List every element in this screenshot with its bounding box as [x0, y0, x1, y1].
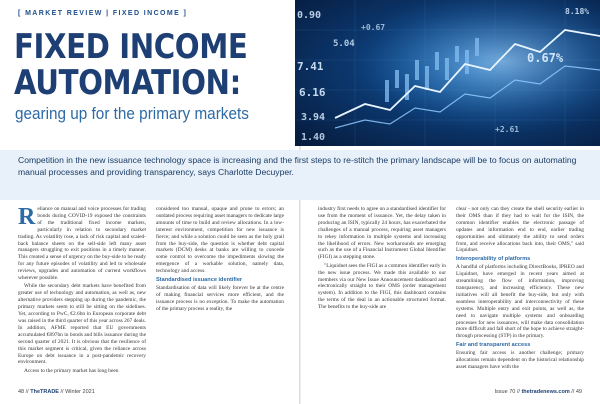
section-heading: Interoperability of platforms [456, 256, 531, 263]
paragraph: While the secondary debt markets have benefited from greater use of technology and automation, as well as, new alternative providers stepping up during the pandemic, the primary markets seem to still be sitting on the sidelines. Yet, according to PwC, €2.6bn in European corporate debt was raised in the third quarter of this year across 267 deals. In addition, AFME reported that EU governments accumulated €897bn in bonds and bills issuance during the second quarter of 2021. It is obvious that the resilience of this market segment is critical, given the reliance across Europe on debt issuance in a post-pandemic recovery environment. [18, 283, 146, 366]
folio-separator: // [571, 389, 575, 395]
folio-separator: // [25, 389, 29, 395]
issue-number: Issue 70 // [494, 389, 520, 395]
ticker-number: 0.90 [297, 10, 322, 21]
issue-date: // Winter 2021 [60, 389, 95, 395]
standfirst-text: Competition in the new issuance technology space is increasing and the first steps to re-stitch the primary landscape will be to focus on automating manual processes and providing transparency, says Charlotte Decuyper. [18, 155, 577, 177]
article-column-4 [456, 206, 584, 386]
hero-image [295, 0, 600, 146]
ticker-number: 7.41 [297, 60, 324, 73]
headline-line-1: FIXED INCOME [14, 27, 248, 67]
article-column-3 [318, 206, 446, 386]
ticker-number: 1.40 [301, 132, 326, 143]
paragraph: "Liquidnet sees the FIGI as a common identifier early in the new issue process. We made this available to our members via our New Issue Announcement dashboard and electronically straight to their OMS (order management system). In addition to the FIGI, this dashboard contains the terms of the deal in an actionable structured format. The benefits to the buy-side are [318, 262, 446, 311]
publication-name: TheTRADE [30, 389, 59, 395]
website: thetradenews.com [521, 389, 570, 395]
section-heading: Fair and transparent access [456, 342, 531, 349]
ticker-number: +2.61 [495, 125, 520, 134]
drop-cap: R [18, 206, 36, 230]
paragraph: industry first needs to agree on a standardised identifier for use from the moment of issuance. Yet, the delay taken in producing an ISIN, typically 24 hours, has exacerbated the challenges of a manual process, requiring asset managers to rekey information in multiple systems and increasing the likelihood of errors. New workarounds are emerging such as the use of a Financial Instrument Global Identifier (FIGI) as a stepping stone. [318, 206, 446, 261]
paragraph: clear - not only can they create the shell security earlier in their OMS than if they had to wait for the ISIN, the common identifier enables the electronic passage of updates and information end to end, earlier trading opportunities and ultimately the ability to send orders from, and receive allocations back into, their OMS," said Liquidnet. [456, 206, 584, 254]
subheadline: gearing up for the primary markets [15, 104, 249, 123]
ticker-number: 6.16 [299, 86, 326, 99]
ticker-number: +0.67 [361, 23, 386, 32]
page-number: 49 [575, 389, 582, 395]
paragraph-text: eliance on manual and voice processes for trading bonds during COVID-19 exposed the constraints of the traditional fixed income markets, particularly in relation to secondary market trading. As volatility rose, a lack of risk capital and scaled-back balance sheets on the sell-side left many asset managers struggling to exit positions in a timely manner. This created a sense of urgency on the buy-side to be ready for any future episodes of volatility and led to wholesale reviews, upgrades and automation of current workflows wherever possible. [18, 206, 146, 282]
ticker-number: 5.04 [333, 39, 355, 49]
paragraph: Standardisation of data will likely forever be at the centre of making financial services more efficient, and the issuance process is no exception. To make the automation of the primary process a reality, the [156, 284, 284, 312]
article-column-2 [156, 206, 284, 386]
headline-line-2: AUTOMATION: [14, 63, 241, 103]
paragraph: Ensuring fair access is another challenge; primary allocations remain dependent on the historical relationship asset managers have with the [456, 350, 584, 370]
folio-left [18, 389, 95, 395]
paragraph [18, 206, 146, 282]
folio-right [495, 389, 582, 395]
ticker-number: 8.18% [565, 7, 590, 16]
paragraph: considered too manual, opaque and prone to errors; an outdated process requiring asset managers to dedicate large amounts of time to build and review allocations. In a low-interest environment, competition for new issuance is fierce; and while a solution could be seen as the holy grail from the buy-side, the question is whether debt capital markets (DCM) desks at banks are willing to concede some control to overcome the impediments slowing the emergence of a workable solution, namely data, technology and access. [156, 206, 284, 275]
paragraph: Access to the primary market has long been [24, 367, 119, 374]
page-number: 48 [18, 389, 25, 395]
paragraph: A handful of platforms including DirectBooks, IPREO and Liquidnet, have emerged in recent years aimed at streamlining the flow of information, improving transparency, and increasing efficiency. These new initiatives will all benefit the buy-side, but only with seamless interoperability and interconnectivity of these systems. Multiple entry and exit points, as well as, the need to navigate multiple systems and onboarding processes for new issuances, will make data consolidation more difficult and fall short of the hope to achieve straight-through processing (STP) in the primary. [456, 264, 584, 340]
section-heading: Standardised issuance identifier [156, 277, 243, 284]
article-column-1 [18, 206, 146, 386]
ticker-number: 3.94 [301, 112, 326, 123]
ticker-number: 0.67% [527, 51, 564, 65]
financial-chart-illustration [295, 0, 600, 146]
section-tag: [ MARKET REVIEW | FIXED INCOME ] [18, 10, 188, 17]
